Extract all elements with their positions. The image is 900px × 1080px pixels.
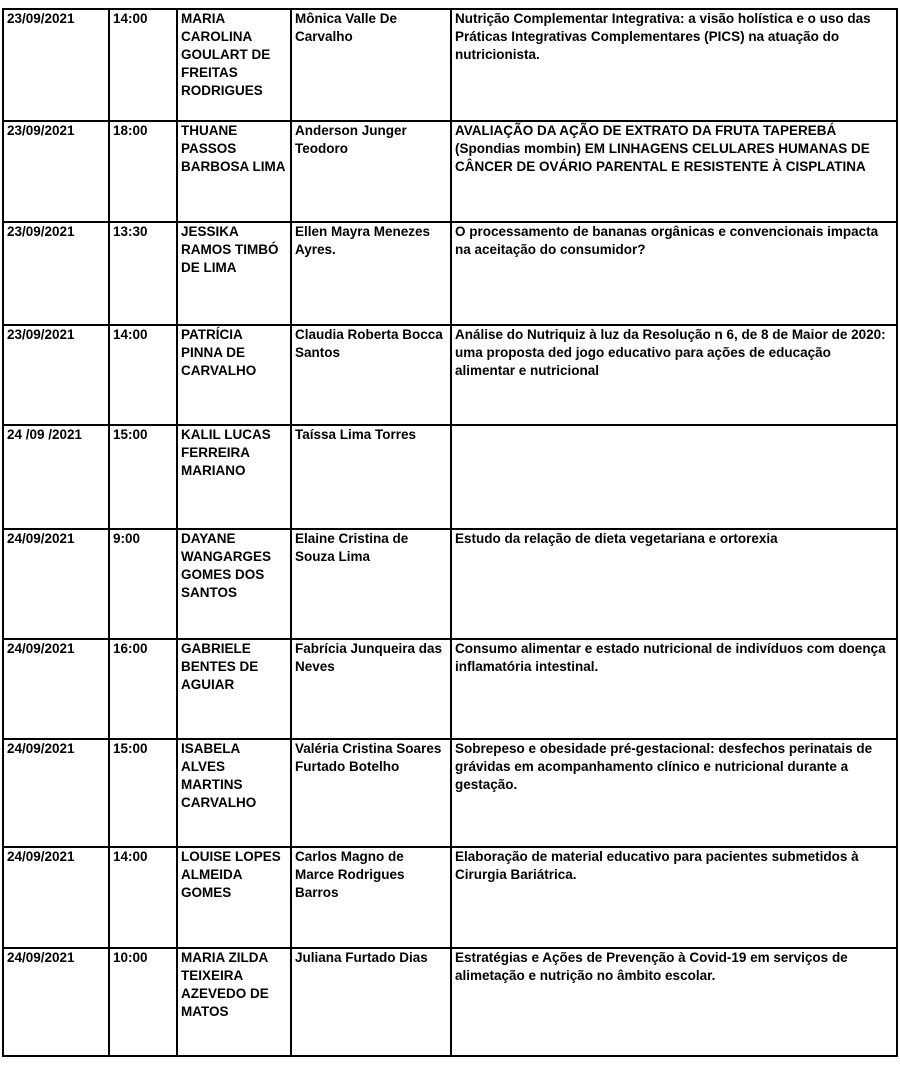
title-cell: Estudo da relação de dieta vegetariana e ortorexia <box>451 529 897 639</box>
student-cell: THUANE PASSOS BARBOSA LIMA <box>177 121 291 222</box>
table-row <box>3 325 897 425</box>
defense-schedule-table <box>2 8 898 1057</box>
time-cell: 15:00 <box>109 425 177 529</box>
date-cell: 23/09/2021 <box>3 222 109 325</box>
table-row <box>3 222 897 325</box>
date-cell: 23/09/2021 <box>3 325 109 425</box>
table-row <box>3 529 897 639</box>
title-cell: Sobrepeso e obesidade pré-gestacional: desfechos perinatais de grávidas em acompanhamento clínico e nutricional durante a gestação. <box>451 739 897 847</box>
advisor-cell: Juliana Furtado Dias <box>291 948 451 1056</box>
advisor-cell: Ellen Mayra Menezes Ayres. <box>291 222 451 325</box>
table-row <box>3 639 897 739</box>
advisor-cell: Carlos Magno de Marce Rodrigues Barros <box>291 847 451 948</box>
title-cell: O processamento de bananas orgânicas e convencionais impacta na aceitação do consumidor? <box>451 222 897 325</box>
time-cell: 14:00 <box>109 325 177 425</box>
date-cell: 24/09/2021 <box>3 847 109 948</box>
date-cell: 23/09/2021 <box>3 121 109 222</box>
advisor-cell: Taíssa Lima Torres <box>291 425 451 529</box>
time-cell: 16:00 <box>109 639 177 739</box>
title-cell: Análise do Nutriquiz à luz da Resolução n 6, de 8 de Maior de 2020: uma proposta ded jogo educativo para ações de educação alimentar e nutricional <box>451 325 897 425</box>
advisor-cell: Anderson Junger Teodoro <box>291 121 451 222</box>
student-cell: GABRIELE BENTES DE AGUIAR <box>177 639 291 739</box>
student-cell: DAYANE WANGARGES GOMES DOS SANTOS <box>177 529 291 639</box>
schedule-table-body <box>3 9 897 1056</box>
table-row <box>3 425 897 529</box>
date-cell: 24/09/2021 <box>3 639 109 739</box>
time-cell: 14:00 <box>109 847 177 948</box>
student-cell: LOUISE LOPES ALMEIDA GOMES <box>177 847 291 948</box>
time-cell: 10:00 <box>109 948 177 1056</box>
date-cell: 24/09/2021 <box>3 739 109 847</box>
table-row <box>3 9 897 121</box>
date-cell: 24 /09 /2021 <box>3 425 109 529</box>
student-cell: MARIA CAROLINA GOULART DE FREITAS RODRIGUES <box>177 9 291 121</box>
time-cell: 14:00 <box>109 9 177 121</box>
student-cell: ISABELA ALVES MARTINS CARVALHO <box>177 739 291 847</box>
title-cell: Estratégias e Ações de Prevenção à Covid-19 em serviços de alimetação e nutrição no âmbito escolar. <box>451 948 897 1056</box>
date-cell: 23/09/2021 <box>3 9 109 121</box>
advisor-cell: Fabrícia Junqueira das Neves <box>291 639 451 739</box>
time-cell: 13:30 <box>109 222 177 325</box>
advisor-cell: Elaine Cristina de Souza Lima <box>291 529 451 639</box>
student-cell: MARIA ZILDA TEIXEIRA AZEVEDO DE MATOS <box>177 948 291 1056</box>
student-cell: JESSIKA RAMOS TIMBÓ DE LIMA <box>177 222 291 325</box>
time-cell: 18:00 <box>109 121 177 222</box>
title-cell: AVALIAÇÃO DA AÇÃO DE EXTRATO DA FRUTA TAPEREBÁ (Spondias mombin) EM LINHAGENS CELULARES HUMANAS DE CÂNCER DE OVÁRIO PARENTAL E RESISTENTE À CISPLATINA <box>451 121 897 222</box>
table-row <box>3 847 897 948</box>
time-cell: 15:00 <box>109 739 177 847</box>
student-cell: KALIL LUCAS FERREIRA MARIANO <box>177 425 291 529</box>
title-cell <box>451 425 897 529</box>
advisor-cell: Mônica Valle De Carvalho <box>291 9 451 121</box>
title-cell: Nutrição Complementar Integrativa: a visão holística e o uso das Práticas Integrativas Complementares (PICS) na atuação do nutricionista. <box>451 9 897 121</box>
table-row <box>3 739 897 847</box>
advisor-cell: Valéria Cristina Soares Furtado Botelho <box>291 739 451 847</box>
time-cell: 9:00 <box>109 529 177 639</box>
table-row <box>3 121 897 222</box>
student-cell: PATRÍCIA PINNA DE CARVALHO <box>177 325 291 425</box>
advisor-cell: Claudia Roberta Bocca Santos <box>291 325 451 425</box>
title-cell: Elaboração de material educativo para pacientes submetidos à Cirurgia Bariátrica. <box>451 847 897 948</box>
date-cell: 24/09/2021 <box>3 529 109 639</box>
date-cell: 24/09/2021 <box>3 948 109 1056</box>
title-cell: Consumo alimentar e estado nutricional de indivíduos com doença inflamatória intestinal. <box>451 639 897 739</box>
table-row <box>3 948 897 1056</box>
